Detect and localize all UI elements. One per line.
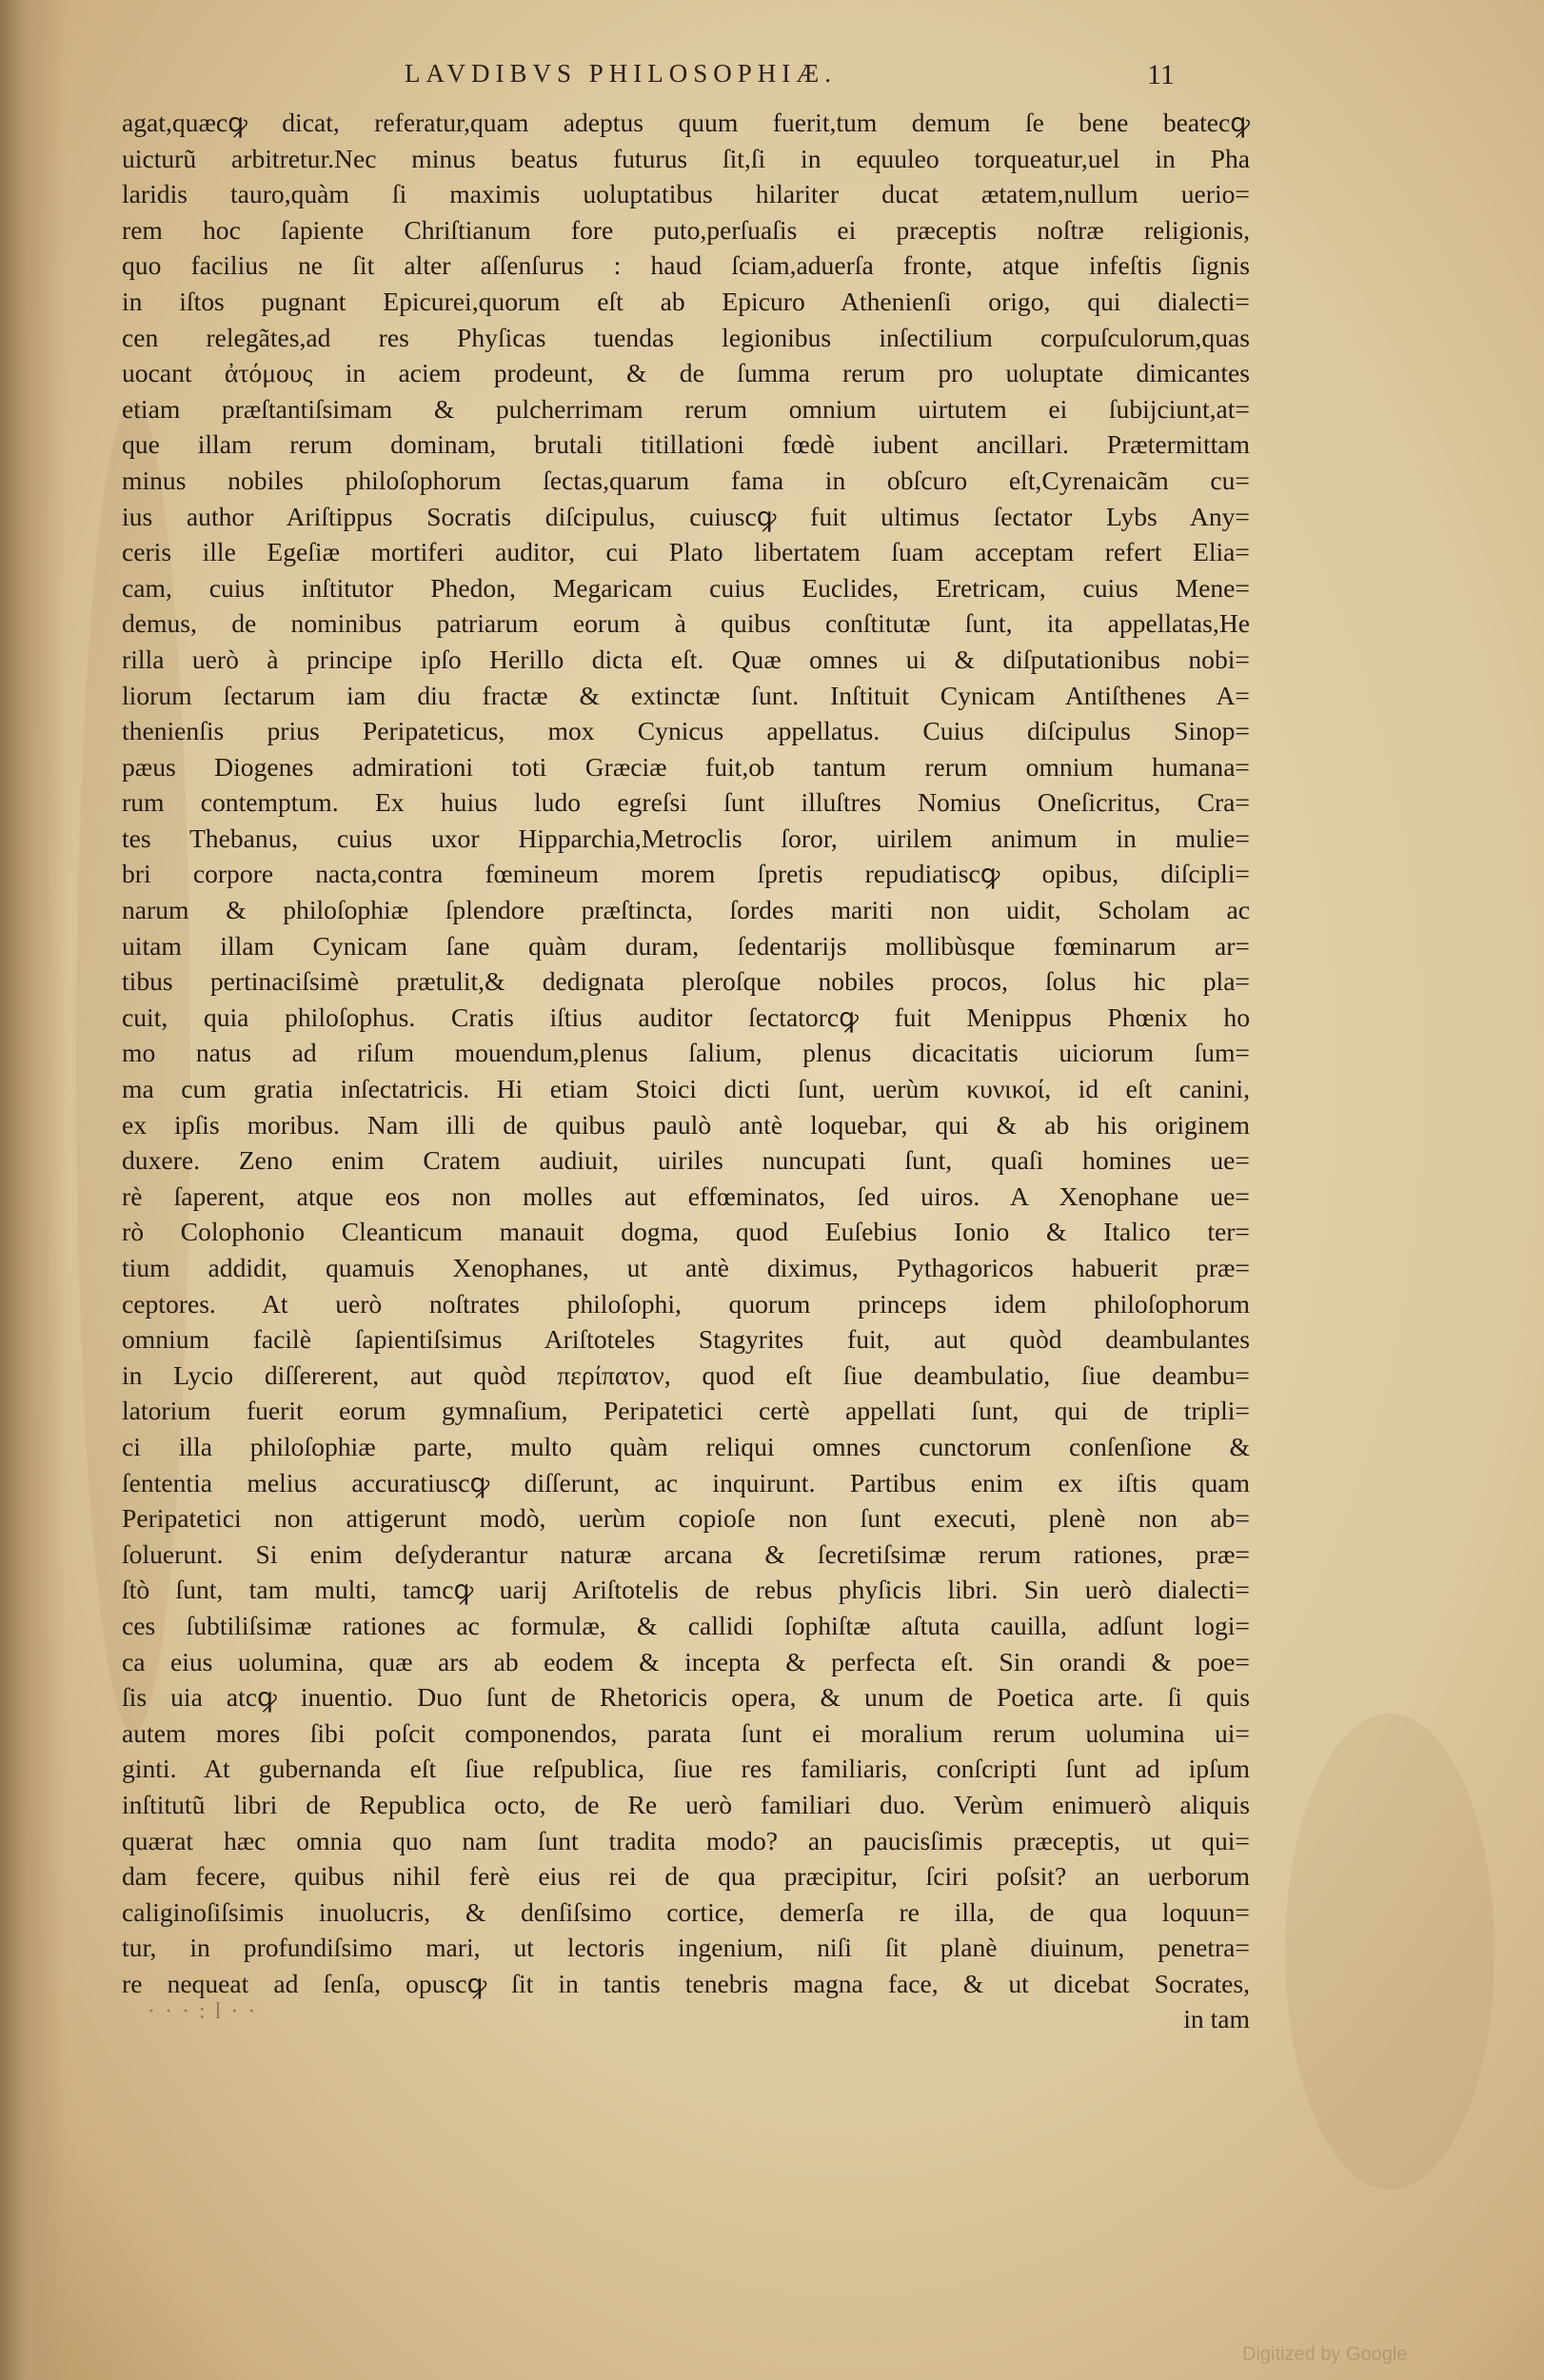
text-line: ſis uia atcꝙ inuentio. Duo ſunt de Rhetoricis opera, & unum de Poetica arte. ſi quis xyxy=(122,1682,1250,1713)
text-line: rilla uerò à principe ipſo Herillo dicta eſt. Quæ omnes ui & diſputationibus nobi= xyxy=(122,644,1250,674)
text-line: minus nobiles philoſophorum ſectas,quarum fama in obſcuro eſt,Cyrenaicãm cu= xyxy=(122,465,1250,495)
text-line: etiam præſtantiſsimam & pulcherrimam rerum omnium uirtutem ei ſubijciunt,at= xyxy=(122,393,1250,424)
text-line: in tam xyxy=(1183,2004,1250,2034)
text-line: tium addidit, quamuis Xenophanes, ut antè diximus, Pythagoricos habuerit præ= xyxy=(122,1253,1250,1282)
text-line: ſtò ſunt, tam multi, tamcꝙ uarij Ariſtotelis de rebus phyſicis libri. Sin uerò dialecti= xyxy=(122,1575,1250,1605)
faint-footer-marks: · · · : l · · xyxy=(148,1999,258,2024)
text-line: rò Colophonio Cleanticum manauit dogma, quod Euſebius Ionio & Italico ter= xyxy=(122,1217,1250,1247)
text-line: liorum ſectarum iam diu fractæ & extinctæ ſunt. Inſtituit Cynicam Antiſthenes A= xyxy=(122,680,1250,710)
text-line: inſtitutũ libri de Republica octo, de Re uerò familiari duo. Verùm enimuerò aliquis xyxy=(122,1789,1250,1819)
text-line: quo facilius ne ſit alter aſſenſurus : haud ſciam,aduerſa fronte, atque infeſtis ſignis xyxy=(122,250,1250,281)
text-line: mo natus ad riſum mouendum,plenus ſalium, plenus dicacitatis uiciorum ſum= xyxy=(122,1038,1250,1068)
text-line: dam fecere, quibus nihil ferè eius rei de qua præcipitur, ſciri poſsit? an uerborum xyxy=(122,1861,1250,1892)
text-line: cuit, quia philoſophus. Cratis iſtius auditor ſectatorcꝙ fuit Menippus Phœnix ho xyxy=(122,1002,1250,1032)
page-number: 11 xyxy=(1147,59,1175,90)
text-line: ceptores. At uerò noſtrates philoſophi, quorum princeps idem philoſophorum xyxy=(122,1288,1250,1319)
text-line: bri corpore nacta,contra fœmineum morem ſpretis repudiatiscꝙ opibus, diſcipli= xyxy=(122,859,1250,889)
page-header xyxy=(0,59,1544,97)
text-line: rum contemptum. Ex huius ludo egreſsi ſunt illuſtres Nomius Oneſicritus, Cra= xyxy=(122,787,1250,818)
text-line: tes Thebanus, cuius uxor Hipparchia,Metroclis ſoror, uirilem animum in mulie= xyxy=(122,823,1250,853)
text-line: thenienſis prius Peripateticus, mox Cynicus appellatus. Cuius diſcipulus Sinop= xyxy=(122,716,1250,746)
binding-gutter-shadow xyxy=(0,0,67,2380)
text-line: ci illa philoſophiæ parte, multo quàm reliqui omnes cunctorum conſenſione & xyxy=(122,1431,1250,1461)
text-line: latorium fuerit eorum gymnaſium, Peripatetici certè appellati ſunt, qui de tripli= xyxy=(122,1396,1250,1426)
paper-stain xyxy=(1285,1714,1495,2190)
text-line: ceris ille Egeſiæ mortiferi auditor, cui Plato libertatem ſuam acceptam refert Elia= xyxy=(122,537,1250,567)
text-line: narum & philoſophiæ ſplendore præſtincta, ſordes mariti non uidit, Scholam ac xyxy=(122,895,1250,925)
text-line: ex ipſis moribus. Nam illi de quibus paulò antè loquebar, qui & ab his originem xyxy=(122,1109,1250,1140)
text-line: autem mores ſibi poſcit componendos, parata ſunt ei moralium rerum uolumina ui= xyxy=(122,1717,1250,1748)
text-line: caliginoſiſsimis inuolucris, & denſiſsimo cortice, demerſa re illa, de qua loquun= xyxy=(122,1896,1250,1927)
text-line: duxere. Zeno enim Cratem audiuit, uiriles nuncupati ſunt, quaſi homines ue= xyxy=(122,1145,1250,1176)
text-line: Peripatetici non attigerunt modò, uerùm copioſe non ſunt executi, plenè non ab= xyxy=(122,1503,1250,1534)
text-line: ces ſubtiliſsimæ rationes ac formulæ, & callidi ſophiſtæ aſtuta cauilla, adſunt logi= xyxy=(122,1610,1250,1640)
text-line: agat,quæcꝙ dicat, referatur,quam adeptus quum fuerit,tum demum ſe bene beatecꝙ xyxy=(122,108,1250,137)
body-text xyxy=(122,105,1250,2037)
text-line: rè ſaperent, atque eos non molles aut effœminatos, ſed uiros. A Xenophane ue= xyxy=(122,1180,1250,1211)
text-line: in Lycio diſſererent, aut quòd περίπατον, quod eſt ſiue deambulatio, ſiue deambu= xyxy=(122,1359,1250,1390)
text-line: uocant ἀτόμους in aciem prodeunt, & de ſumma rerum pro uoluptate dimicantes xyxy=(122,358,1250,388)
text-line: in iſtos pugnant Epicurei,quorum eſt ab Epicuro Athenienſi origo, qui dialecti= xyxy=(122,286,1250,316)
text-line: rem hoc ſapiente Chriſtianum fore puto,perſuaſis ei præceptis noſtræ religionis, xyxy=(122,214,1250,245)
text-line: pæus Diogenes admirationi toti Græciæ fuit,ob tantum rerum omnium humana= xyxy=(122,751,1250,782)
text-line: tur, in profundiſsimo mari, ut lectoris ingenium, niſi ſit planè diuinum, penetra= xyxy=(122,1933,1250,1963)
text-line: omnium facilè ſapientiſsimus Ariſtoteles Stagyrites fuit, aut quòd deambulantes xyxy=(122,1324,1250,1355)
text-line: ſententia melius accuratiuscꝙ diſſerunt, ac inquirunt. Partibus enim ex iſtis quam xyxy=(122,1467,1250,1497)
text-line: uicturũ arbitretur.Nec minus beatus futurus ſit,ſi in equuleo torqueatur,uel in Pha xyxy=(122,143,1250,173)
text-line: ca eius uolumina, quæ ars ab eodem & incepta & perfecta eſt. Sin orandi & poe= xyxy=(122,1646,1250,1676)
text-line: demus, de nominibus patriarum eorum à quibus conſtitutæ ſunt, ita appellatas,He xyxy=(122,608,1250,639)
text-line: ius author Ariſtippus Socratis diſcipulus, cuiuscꝙ fuit ultimus ſectator Lybs Any= xyxy=(122,501,1250,531)
text-line: ſoluerunt. Si enim deſyderantur naturæ arcana & ſecretiſsimæ rerum rationes, præ= xyxy=(122,1538,1250,1569)
text-line: quærat hæc omnia quo nam ſunt tradita modo? an paucisſimis præceptis, ut qui= xyxy=(122,1825,1250,1855)
text-line: que illam rerum dominam, brutali titillationi fœdè iubent ancillari. Prætermittam xyxy=(122,429,1250,460)
digitization-watermark: Digitized by Google xyxy=(1242,2344,1408,2365)
text-line: laridis tauro,quàm ſi maximis uoluptatibus hilariter ducat ætatem,nullum uerio= xyxy=(122,179,1250,209)
text-line: ma cum gratia inſectatricis. Hi etiam Stoici dicti ſunt, uerùm κυνικοί, id eſt canini, xyxy=(122,1074,1250,1104)
text-line: cen relegãtes,ad res Phyſicas tuendas legionibus inſectilium corpuſculorum,quas xyxy=(122,322,1250,352)
text-line: cam, cuius inſtitutor Phedon, Megaricam cuius Euclides, Eretricam, cuius Mene= xyxy=(122,572,1250,603)
text-line: re nequeat ad ſenſa, opuscꝙ ſit in tantis tenebris magna face, & ut dicebat Socrates, xyxy=(122,1968,1250,1998)
text-line: uitam illam Cynicam ſane quàm duram, ſedentarijs mollibùsque fœminarum ar= xyxy=(122,930,1250,961)
text-line: ginti. At gubernanda eſt ſiue reſpublica, ſiue res familiaris, conſcripti ſunt ad ipſum xyxy=(122,1754,1250,1784)
running-head: LAVDIBVS PHILOSOPHIÆ. xyxy=(405,59,838,88)
text-line: tibus pertinaciſsimè prætulit,& dedignata pleroſque nobiles procos, ſolus hic pla= xyxy=(122,966,1250,997)
